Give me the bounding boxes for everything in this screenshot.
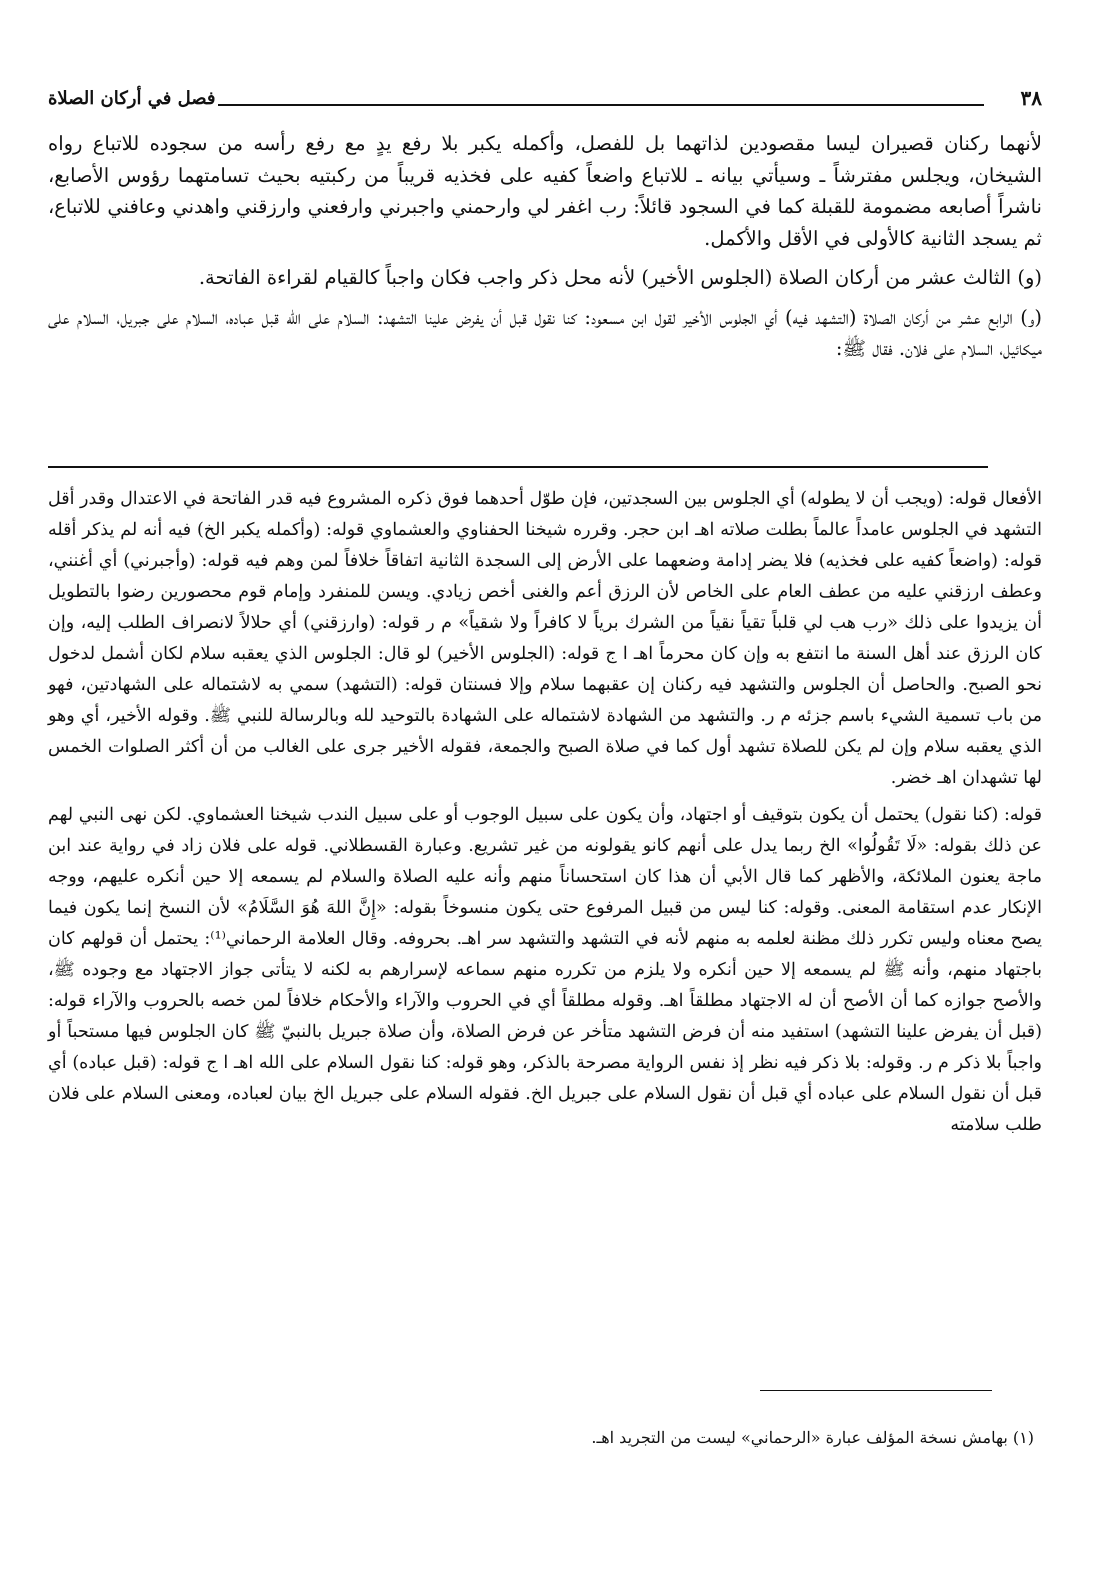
section-title: فصل في أركان الصلاة [48, 88, 216, 109]
main-paragraph: (و) الرابع عشر من أركان الصلاة (التشهد فيه) أي الجلوس الأخير لقول ابن مسعود: كنا نقول قبل أن يفرض علينا التشهد: السلام على الله قبل عباده، السلام على جبريل، السلام على ميكائيل، السلام على فلان. فقال ﷺ: [48, 305, 1042, 360]
footnote-rule [760, 1390, 992, 1391]
commentary [48, 484, 1042, 1147]
main-paragraph: (و) الثالث عشر من أركان الصلاة (الجلوس الأخير) لأنه محل ذكر واجب فكان واجباً كالقيام لقراءة الفاتحة. [198, 266, 1042, 289]
page-header [48, 86, 1042, 124]
commentary-paragraph: قوله: (كنا نقول) يحتمل أن يكون بتوقيف أو اجتهاد، وأن يكون على سبيل الوجوب أو على سبيل الندب شيخنا العشماوي. لكن نهى النبي لهم عن ذلك بقوله: «لَا تَقُولُوا» الخ ربما يدل على أنهم كانو يقولونه من غير تشريع. وعبارة القسطلاني. قوله على فلان زاد في رواية عند ابن ماجة يعنون الملائكة، والأظهر كما قال الأبي أن هذا كان استحساناً منهم وأنه عليه الصلاة والسلام لم يسمعه إلا حين أنكره عليهم، ووجه الإنكار عدم استقامة المعنى. وقوله: كنا ليس من قبيل المرفوع حتى يكون منسوخاً بقوله: «إِنَّ اللهَ هُوَ السَّلَامُ» لأن النسخ إنما يكون فيما يصح معناه وليس تكرر ذلك مظنة لعلمه به منهم لأنه في التشهد والتشهد سر اهـ. بحروفه. وقال العلامة الرحماني⁽¹⁾: يحتمل أن قولهم كان باجتهاد منهم، وأنه ﷺ لم يسمعه إلا حين أنكره ولا يلزم من تكرره منهم سماعه لإسرارهم به لكنه لا يتأتى جواز الاجتهاد مع وجوده ﷺ، والأصح جوازه كما أن الأصح أن له الاجتهاد مطلقاً اهـ. وقوله مطلقاً أي في الحروب والآراء والأحكام خلافاً لمن خصه بالحروب والآراء قوله: (قبل أن يفرض علينا التشهد) استفيد منه أن فرض التشهد متأخر عن فرض الصلاة، وأن صلاة جبريل بالنبيّ ﷺ كان الجلوس فيها مستحباً أو واجباً بلا ذكر م ر. وقوله: بلا ذكر فيه نظر إذ نفس الرواية مصرحة بالذكر، وهو قوله: كنا نقول السلام على الله اهـ ا ج قوله: (قبل عباده) أي قبل أن نقول السلام على عباده أي قبل أن نقول السلام على جبريل الخ. فقوله السلام على جبريل الخ بيان لعباده، ومعنى السلام على فلان طلب سلامته [48, 805, 1042, 1135]
main-text [48, 128, 1042, 373]
text-divider [48, 466, 988, 468]
commentary-paragraph: الأفعال قوله: (ويجب أن لا يطوله) أي الجلوس بين السجدتين، فإن طوّل أحدهما فوق ذكره المشروع فيه قدر الفاتحة في الاعتدال وقدر أقل التشهد في الجلوس عامداً عالماً بطلت صلاته اهـ ابن حجر. وقرره شيخنا الحفناوي والعشماوي قوله: (وأكمله يكبر الخ) فيه أنه لم يذكر أقله قوله: (واضعاً كفيه على فخذيه) فلا يضر إدامة وضعهما على الأرض إلى السجدة الثانية اتفاقاً خلافاً لمن وهم فيه قوله: (وأجبرني) أي أغنني، وعطف ارزقني عليه من عطف العام على الخاص لأن الرزق أعم والغنى أخص زيادي. ويسن للمنفرد وإمام قوم محصورين رضوا بالتطويل أن يزيدوا على ذلك «رب هب لي قلباً تقياً نقياً من الشرك برياً لا كافراً ولا شقياً» م ر قوله: (وارزقني) أي حلالاً لانصراف الطلب إليه، وإن كان الرزق عند أهل السنة ما انتفع به وإن كان محرماً اهـ ا ج قوله: (الجلوس الأخير) لو قال: الجلوس الذي يعقبه سلام لكان أشمل لدخول نحو الصبح. والحاصل أن الجلوس والتشهد فيه ركنان إن عقبهما سلام وإلا فسنتان قوله: (التشهد) سمي به لاشتماله على الشهادتين، فهو من باب تسمية الشيء باسم جزئه م ر. والتشهد من الشهادة لاشتماله على الشهادة بالتوحيد لله وبالرسالة للنبي ﷺ. وقوله الأخير، أي وهو الذي يعقبه سلام وإن لم يكن للصلاة تشهد أول كما في صلاة الصبح والجمعة، فقوله الأخير جرى على الغالب من أن أكثر الصلوات الخمس لها تشهدان اهـ خضر. [48, 489, 1042, 788]
header-rule [218, 104, 984, 106]
main-paragraph: لأنهما ركنان قصيران ليسا مقصودين لذاتهما بل للفصل، وأكمله يكبر بلا رفع يدٍ مع رفع رأسه من سجوده للاتباع رواه الشيخان، ويجلس مفترشاً ـ وسيأتي بيانه ـ للاتباع واضعاً كفيه على فخذيه قريباً من ركبتيه بحيث تسامتهما رؤوس الأصابع، ناشراً أصابعه مضمومة للقبلة كما في السجود قائلاً: رب اغفر لي وارحمني واجبرني وارفعني وارزقني واهدني وعافني للاتباع، ثم يسجد الثانية كالأولى في الأقل والأكمل. [48, 132, 1042, 250]
page-number: ٣٨ [1020, 86, 1042, 110]
footnote: (١) بهامش نسخة المؤلف عبارة «الرحماني» ليست من التجريد اهـ. [591, 1428, 1034, 1447]
